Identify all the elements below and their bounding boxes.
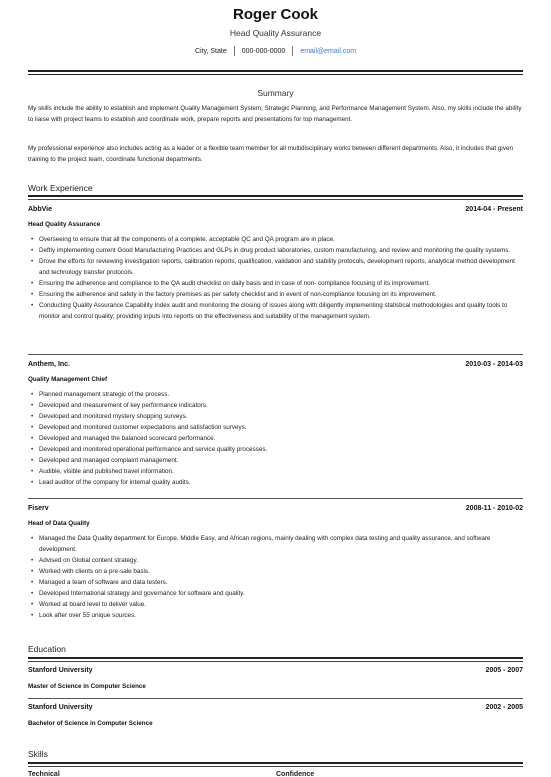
education-header (28, 667, 523, 674)
job-dates: 2008-11 - 2010-02 (465, 505, 523, 512)
summary-heading: Summary (257, 88, 294, 98)
entry-divider (28, 354, 523, 355)
job-header (28, 505, 523, 512)
contact-line (0, 46, 551, 56)
divider (292, 46, 293, 56)
list-item: • Lead auditor of the company for internal quality audits. (28, 477, 523, 488)
email-link[interactable]: email@email.com (300, 47, 357, 55)
education-dates: 2005 - 2007 (485, 667, 523, 674)
candidate-name: Roger Cook (232, 6, 318, 23)
section-rule (28, 657, 523, 659)
entry-divider (28, 498, 523, 499)
job-dates: 2010-03 - 2014-03 (465, 361, 523, 368)
experience-heading: Work Experience (28, 183, 93, 193)
education-dates: 2002 - 2005 (485, 704, 523, 711)
job-header (28, 361, 523, 368)
divider (234, 46, 235, 56)
summary-paragraph-1: My skills include the ability to establish and implement Quality Management System, Strategic Planning, and Performance Management System. Also, my skills include the ability to liaise with project teams to establish and coordinate work, prepare reports and presentations for top management. (28, 105, 522, 123)
list-item: • Ensuring the adherence and safety in the factory premises as per safety checklist and in event of non-compliance focusing on its improvement. (28, 289, 523, 300)
list-item: • Drove the efforts for reviewing investigation reports, calibration reports, qualification, validation and stability protocols, development reports, analytical method development and technology transfer protocols. (28, 256, 523, 278)
job-role: Head of Data Quality (28, 520, 90, 527)
summary-paragraph-2: My professional experience also includes acting as a leader or a flexible team member for all multidisciplinary works between different departments. Also, it includes that given training to the project team, coordinate functional departments. (28, 145, 513, 163)
section-rule (28, 195, 523, 197)
list-item: • Overseeing to ensure that all the components of a complete, acceptable QC and QA program are in place. (28, 234, 523, 245)
job-role: Head Quality Assurance (28, 221, 101, 228)
job-bullets (28, 533, 523, 621)
skills-heading: Skills (28, 749, 48, 759)
skills-column-header: Technical (28, 771, 60, 777)
job-header (28, 206, 523, 213)
list-item: • Look after over 55 unique sources. (28, 610, 523, 621)
header-rule (28, 70, 523, 72)
education-header (28, 704, 523, 711)
company-name: Anthem, Inc. (28, 361, 71, 368)
company-name: AbbVie (28, 206, 52, 213)
degree: Master of Science in Computer Science (28, 683, 146, 690)
phone: 000-000-0000 (241, 47, 286, 55)
list-item: • Advised on Global content strategy. (28, 555, 523, 566)
list-item: • Planned management strategic of the process. (28, 389, 523, 400)
degree: Bachelor of Science in Computer Science (28, 720, 153, 727)
list-item: • Developed and measurement of key performance indicators. (28, 400, 523, 411)
school-name: Stanford University (28, 704, 93, 711)
list-item: • Developed and managed complaint management. (28, 455, 523, 466)
list-item: • Managed a team of software and data testers. (28, 577, 523, 588)
job-bullets (28, 234, 523, 322)
section-rule (28, 762, 523, 764)
school-name: Stanford University (28, 667, 93, 674)
list-item: • Worked at board level to deliver value. (28, 599, 523, 610)
list-item: • Audible, visible and published travel information. (28, 466, 523, 477)
education-heading: Education (28, 644, 66, 654)
list-item: • Developed and monitored operational performance and service quality processes. (28, 444, 523, 455)
list-item: • Conducting Quality Assurance Capability Index audit and monitoring the closing of issues along with diligently implementing statistical methodologies and quality tools to monitor and control quality; providing inputs into reports on the effectiveness and suitability of the management system. (28, 300, 523, 322)
list-item: • Developed and monitored customer expectations and satisfaction surveys. (28, 422, 523, 433)
job-bullets (28, 389, 523, 488)
job-role: Quality Management Chief (28, 376, 108, 383)
company-name: Fiserv (28, 505, 49, 512)
list-item: • Worked with clients on a pre-sale basis. (28, 566, 523, 577)
list-item: • Deftly implementing current Good Manufacturing Practices and GLPs in drug product laboratories, custom manufacturing, and review and monitoring the quality systems. (28, 245, 523, 256)
list-item: • Developed and managed the balanced scorecard performance. (28, 433, 523, 444)
skills-column-header: Confidence (276, 771, 315, 777)
list-item: • Developed International strategy and governance for software and quality. (28, 588, 523, 599)
candidate-title: Head Quality Assurance (229, 28, 322, 38)
list-item: • Managed the Data Quality department for Europe, Middle Easy, and African regions, mainly dealing with complex data testing and quality assurance, and software development. (28, 533, 523, 555)
resume-header (0, 0, 551, 56)
entry-divider (28, 698, 523, 699)
list-item: • Developed and monitored mystery shopping surveys. (28, 411, 523, 422)
location: City, State (194, 47, 227, 55)
list-item: • Ensuring the adherence and compliance to the QA audit checklist on daily basis and in case of non- compliance focusing of its improvement. (28, 278, 523, 289)
job-dates: 2014-04 - Present (465, 206, 523, 213)
